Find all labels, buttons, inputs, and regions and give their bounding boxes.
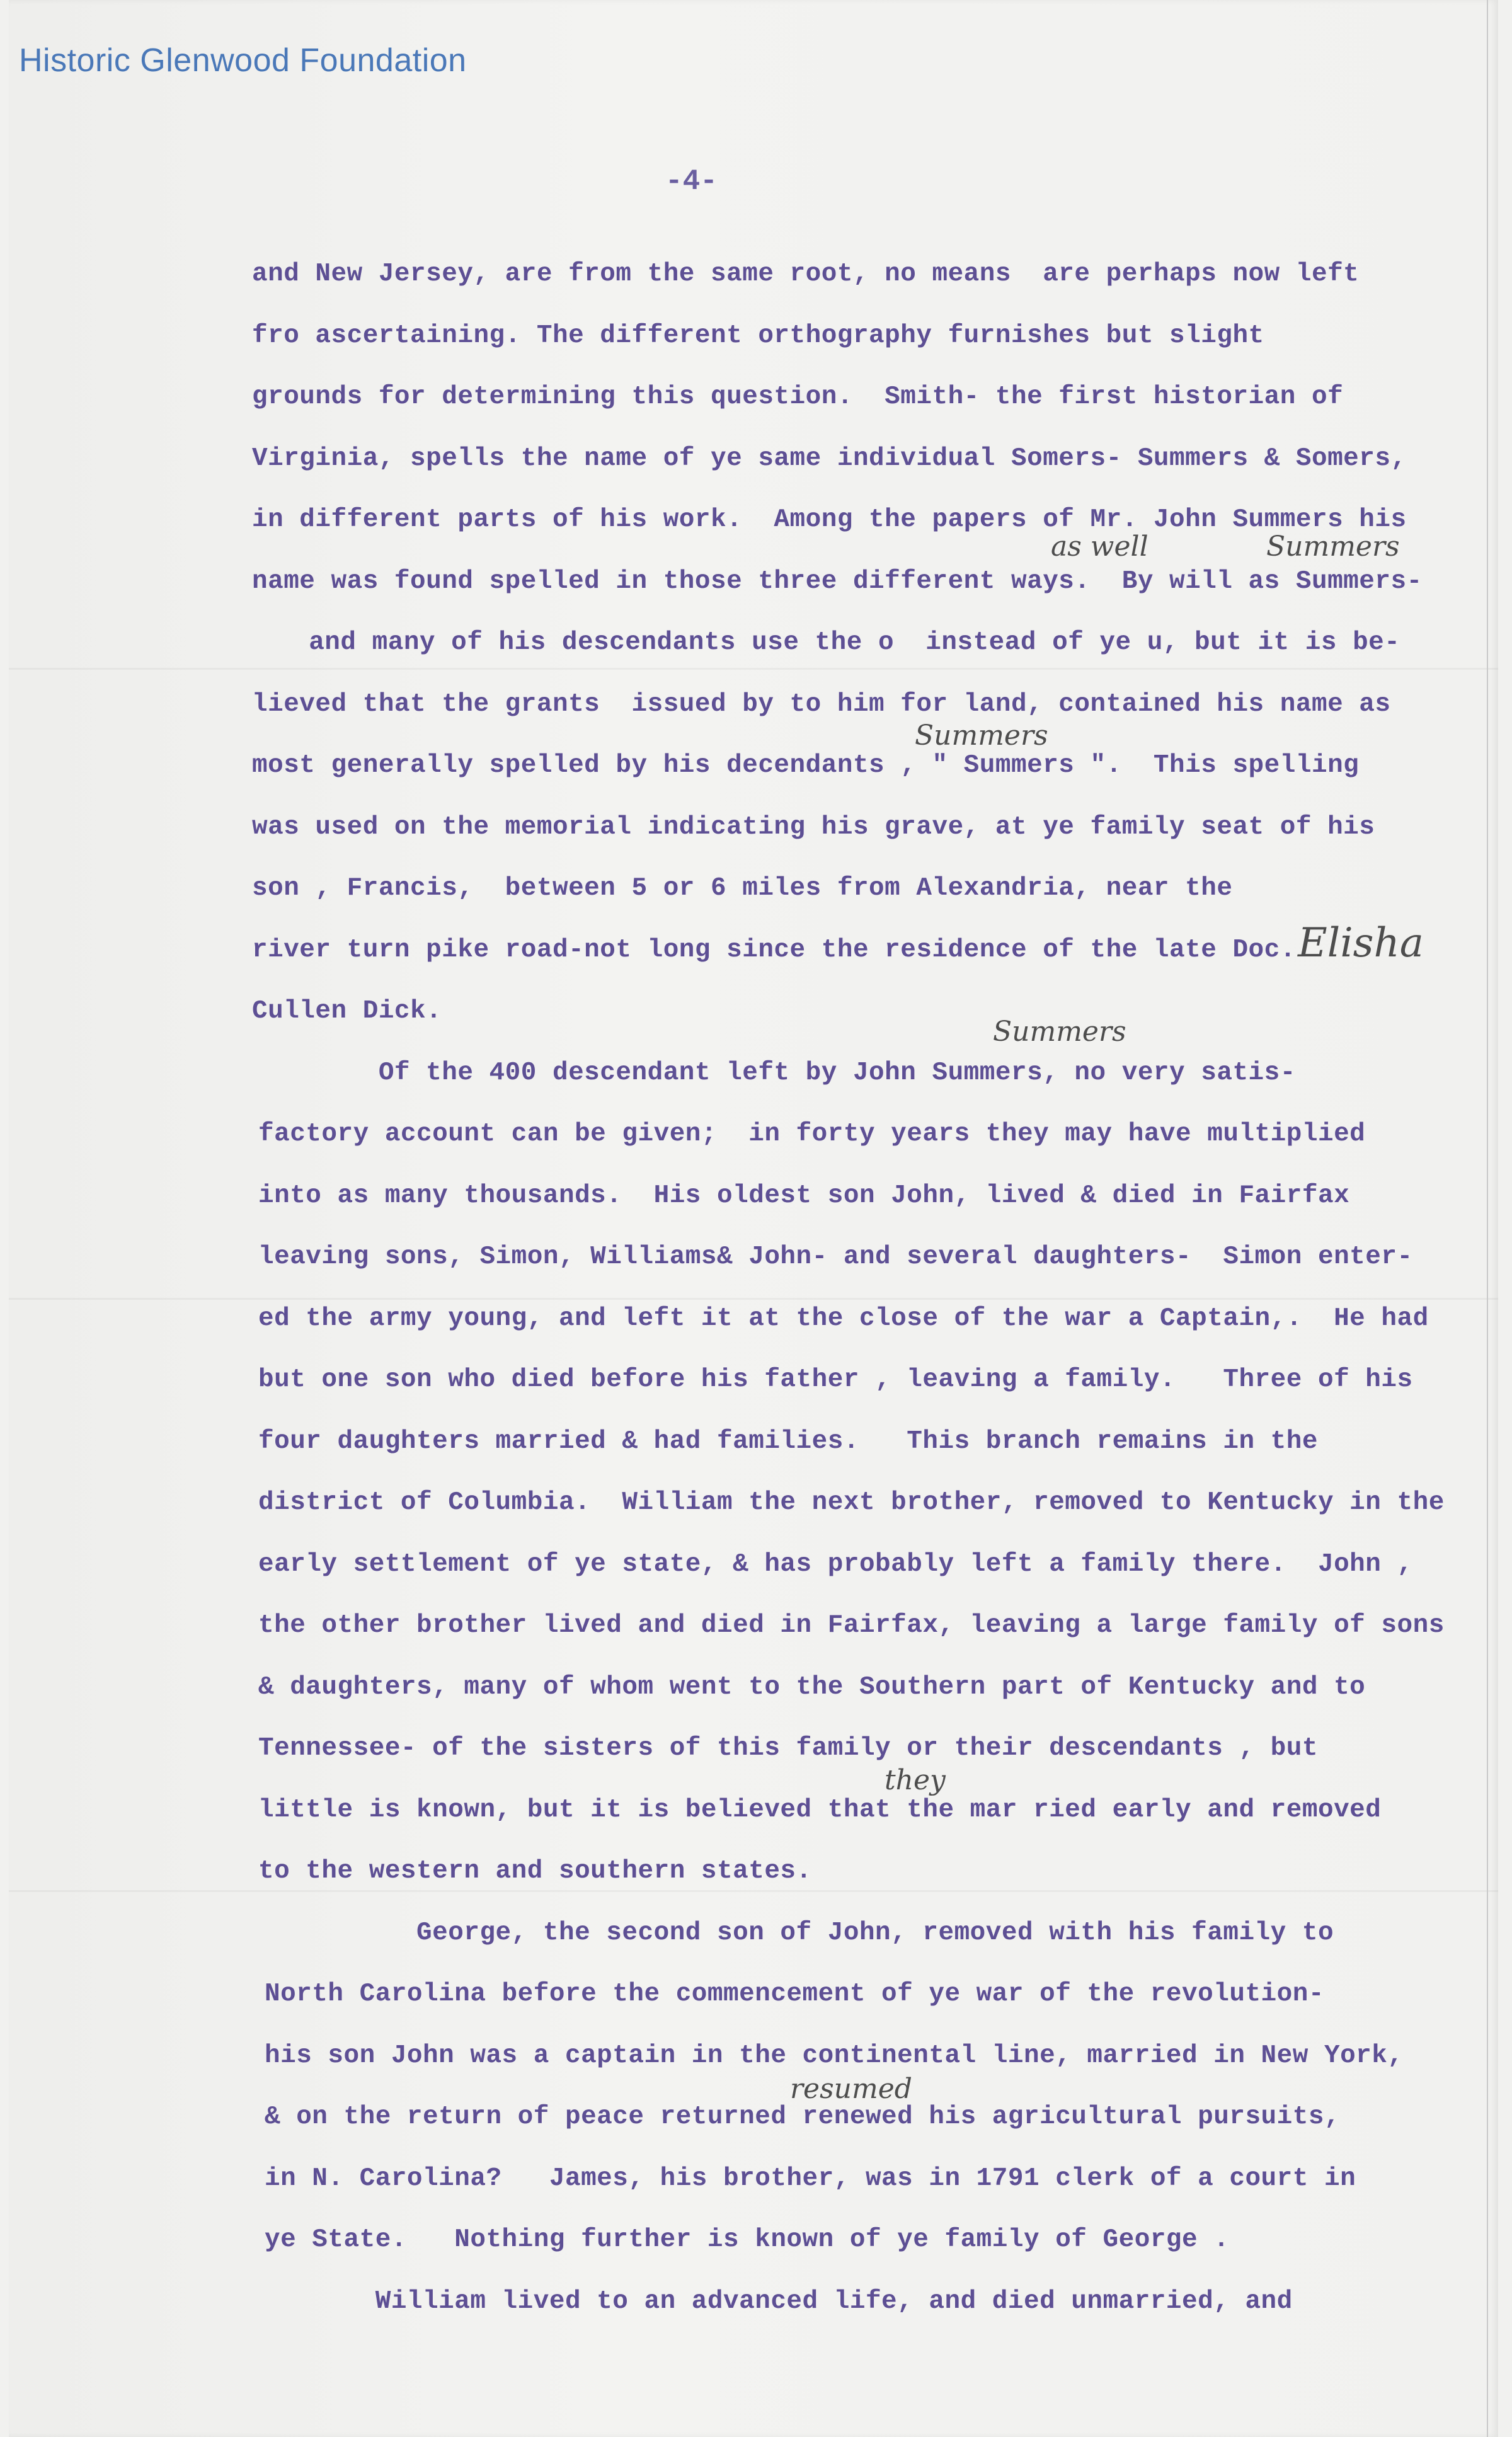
page-edge xyxy=(1487,0,1488,2437)
handwritten-summers-1: Summers xyxy=(1266,530,1400,563)
text-line: four daughters married & had families. This branch remains in the xyxy=(258,1427,1318,1456)
text-line: was used on the memorial indicating his grave, at ye family seat of his xyxy=(252,813,1375,842)
text-line: and many of his descendants use the o instead of ye u, but it is be- xyxy=(277,628,1400,657)
handwritten-as-well: as well xyxy=(1051,530,1148,563)
text-line: ye State. Nothing further is known of ye family of George . xyxy=(265,2225,1230,2254)
handwritten-they: they xyxy=(885,1764,946,1796)
text-line: leaving sons, Simon, Williams& John- and several daughters- Simon enter- xyxy=(258,1242,1413,1271)
text-line: ed the army young, and left it at the close of the war a Captain,. He had xyxy=(258,1304,1429,1333)
text-line: & on the return of peace returned renewed his agricultural pursuits, xyxy=(265,2102,1341,2131)
text-line: river turn pike road-not long since the residence of the late Doc. xyxy=(252,936,1296,965)
text-line: & daughters, many of whom went to the Southern part of Kentucky and to xyxy=(258,1673,1366,1702)
text-line: but one son who died before his father , leaving a family. Three of his xyxy=(258,1365,1413,1394)
text-line: little is known, but it is believed that the mar ried early and removed xyxy=(258,1796,1382,1825)
handwritten-summers-2: Summers xyxy=(915,720,1048,752)
text-line: North Carolina before the commencement of ye war of the revolution- xyxy=(265,1980,1324,2009)
text-line: Tennessee- of the sisters of this family or their descendants , but xyxy=(258,1734,1318,1763)
text-line: Virginia, spells the name of ye same individual Somers- Summers & Somers, xyxy=(252,444,1407,473)
text-line: grounds for determining this question. Smith- the first historian of xyxy=(252,382,1344,411)
text-line: the other brother lived and died in Fairfax, leaving a large family of sons xyxy=(258,1611,1445,1640)
handwritten-summers-3: Summers xyxy=(993,1016,1126,1048)
text-line: Of the 400 descendant left by John Summers, no very satis- xyxy=(252,1058,1296,1087)
text-line: factory account can be given; in forty years they may have multiplied xyxy=(258,1120,1366,1149)
fold-crease xyxy=(9,1890,1498,1892)
text-line: name was found spelled in those three different ways. By will as Summers- xyxy=(252,567,1423,596)
text-line: lieved that the grants issued by to him for land, contained his name as xyxy=(252,690,1391,719)
text-line: into as many thousands. His oldest son John, lived & died in Fairfax xyxy=(258,1181,1350,1210)
text-line: Cullen Dick. xyxy=(252,997,442,1026)
fold-crease xyxy=(9,668,1498,670)
text-line: son , Francis, between 5 or 6 miles from Alexandria, near the xyxy=(252,874,1233,903)
text-line: early settlement of ye state, & has probably left a family there. John , xyxy=(258,1550,1413,1579)
text-line: in N. Carolina? James, his brother, was in 1791 clerk of a court in xyxy=(265,2164,1356,2193)
text-line: his son John was a captain in the continental line, married in New York, xyxy=(265,2041,1404,2070)
text-line: William lived to an advanced life, and died unmarried, and xyxy=(265,2287,1293,2316)
text-line: George, the second son of John, removed with his family to xyxy=(258,1918,1334,1947)
text-line: in different parts of his work. Among the papers of Mr. John Summers his xyxy=(252,505,1407,534)
watermark-label: Historic Glenwood Foundation xyxy=(19,42,467,79)
text-line: to the western and southern states. xyxy=(258,1857,812,1886)
text-line: most generally spelled by his decendants , " Summers ". This spelling xyxy=(252,751,1360,780)
handwritten-resumed: resumed xyxy=(790,2073,912,2105)
text-line: district of Columbia. William the next brother, removed to Kentucky in the xyxy=(258,1488,1445,1517)
document-page xyxy=(9,0,1498,2437)
text-line: and New Jersey, are from the same root, no means are perhaps now left xyxy=(252,260,1360,289)
text-line: fro ascertaining. The different orthography furnishes but slight xyxy=(252,321,1264,350)
handwritten-elisha: Elisha xyxy=(1298,920,1424,966)
page-number: -4- xyxy=(665,165,718,198)
fold-crease xyxy=(9,1298,1498,1300)
